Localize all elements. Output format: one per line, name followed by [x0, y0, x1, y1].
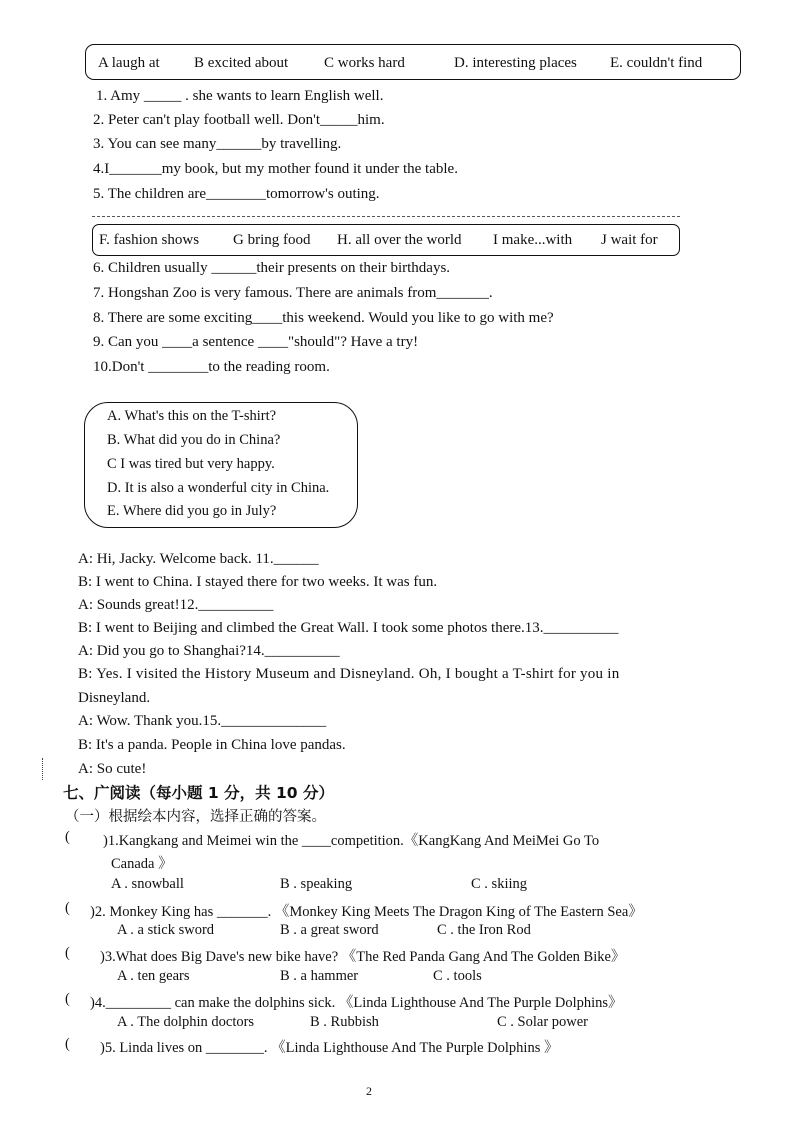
dialogue-line: B: Yes. I visited the History Museum and Disneyland. Oh, I bought a T-shirt for you in	[78, 666, 620, 682]
dialogue-line: A: Sounds great!12.__________	[78, 597, 274, 613]
question-text: )4._________ can make the dolphins sick. 《Linda Lighthouse And The Purple Dolphins》	[90, 995, 623, 1011]
dialogue-option: A. What's this on the T-shirt?	[107, 408, 277, 424]
word-bank-box-2	[92, 224, 680, 256]
word-bank-box-1	[85, 44, 741, 80]
dialogue-option: E. Where did you go in July?	[107, 503, 277, 519]
choice-c: C . the Iron Rod	[437, 922, 531, 938]
dialogue-line: A: Wow. Thank you.15.______________	[78, 713, 327, 729]
choice-a: A . ten gears	[117, 968, 190, 984]
dialogue-option: B. What did you do in China?	[107, 432, 281, 448]
word-option: E. couldn't find	[610, 55, 703, 71]
section-subtitle: （一）根据绘本内容，选择正确的答案。	[65, 809, 326, 825]
choice-b: B . speaking	[280, 876, 353, 892]
choice-a: A . snowball	[111, 876, 184, 892]
question-line: 7. Hongshan Zoo is very famous. There are animals from_______.	[93, 285, 493, 301]
choice-a: A . The dolphin doctors	[117, 1014, 255, 1030]
word-option: I make...with	[493, 232, 573, 248]
dialogue-options-box	[84, 402, 358, 528]
question-line: 8. There are some exciting____this weekend. Would you like to go with me?	[93, 310, 554, 326]
answer-paren: (	[65, 900, 70, 916]
margin-mark	[42, 758, 44, 780]
section-title: 七、广阅读（每小题 1 分，共 10 分）	[63, 784, 334, 802]
word-option: J wait for	[601, 232, 658, 248]
word-option: B excited about	[194, 55, 289, 71]
dialogue-line: B: It's a panda. People in China love pandas.	[78, 737, 346, 753]
choice-b: B . Rubbish	[310, 1014, 379, 1030]
answer-paren: (	[65, 1036, 70, 1052]
question-line: 2. Peter can't play football well. Don't_____him.	[93, 112, 385, 128]
word-option: H. all over the world	[337, 232, 462, 248]
question-line: 6. Children usually ______their presents on their birthdays.	[93, 260, 451, 276]
question-text: )1.Kangkang and Meimei win the ____competition.《KangKang And MeiMei Go To	[103, 833, 600, 849]
page-number: 2	[366, 1084, 372, 1098]
dialogue-option: D. It is also a wonderful city in China.	[107, 480, 330, 496]
question-text: )5. Linda lives on ________. 《Linda Lighthouse And The Purple Dolphins 》	[100, 1040, 559, 1056]
question-text: )3.What does Big Dave's new bike have? 《The Red Panda Gang And The Golden Bike》	[100, 949, 626, 965]
question-line: 9. Can you ____a sentence ____"should"? Have a try!	[93, 334, 419, 350]
dialogue-line: A: So cute!	[78, 761, 147, 777]
choice-b: B . a great sword	[280, 922, 379, 938]
question-text: )2. Monkey King has _______. 《Monkey King Meets The Dragon King of The Eastern Sea》	[90, 904, 643, 920]
dialogue-line: B: I went to China. I stayed there for two weeks. It was fun.	[78, 574, 438, 590]
word-option: F. fashion shows	[99, 232, 200, 248]
dialogue-option: C I was tired but very happy.	[107, 456, 275, 472]
word-option: G bring food	[233, 232, 311, 248]
question-line: 5. The children are________tomorrow's outing.	[93, 186, 380, 202]
answer-paren: (	[65, 829, 70, 845]
question-line: 10.Don't ________to the reading room.	[93, 359, 330, 375]
answer-paren: (	[65, 991, 70, 1007]
choice-b: B . a hammer	[280, 968, 359, 984]
dialogue-line: A: Did you go to Shanghai?14.__________	[78, 643, 340, 659]
dialogue-line: B: I went to Beijing and climbed the Great Wall. I took some photos there.13.__________	[78, 620, 619, 636]
choice-c: C . skiing	[471, 876, 527, 892]
divider	[92, 216, 680, 217]
word-option: A laugh at	[98, 55, 160, 71]
choice-c: C . tools	[433, 968, 482, 984]
question-line: 3. You can see many______by travelling.	[93, 136, 342, 152]
choice-c: C . Solar power	[497, 1014, 589, 1030]
answer-paren: (	[65, 945, 70, 961]
dialogue-line: Disneyland.	[78, 690, 151, 706]
word-option: D. interesting places	[454, 55, 577, 71]
question-line: 1. Amy _____ . she wants to learn English well.	[96, 88, 384, 104]
question-text: Canada 》	[111, 856, 173, 872]
word-option: C works hard	[324, 55, 405, 71]
choice-a: A . a stick sword	[117, 922, 215, 938]
question-line: 4.I_______my book, but my mother found it under the table.	[93, 161, 458, 177]
dialogue-line: A: Hi, Jacky. Welcome back. 11.______	[78, 551, 319, 567]
